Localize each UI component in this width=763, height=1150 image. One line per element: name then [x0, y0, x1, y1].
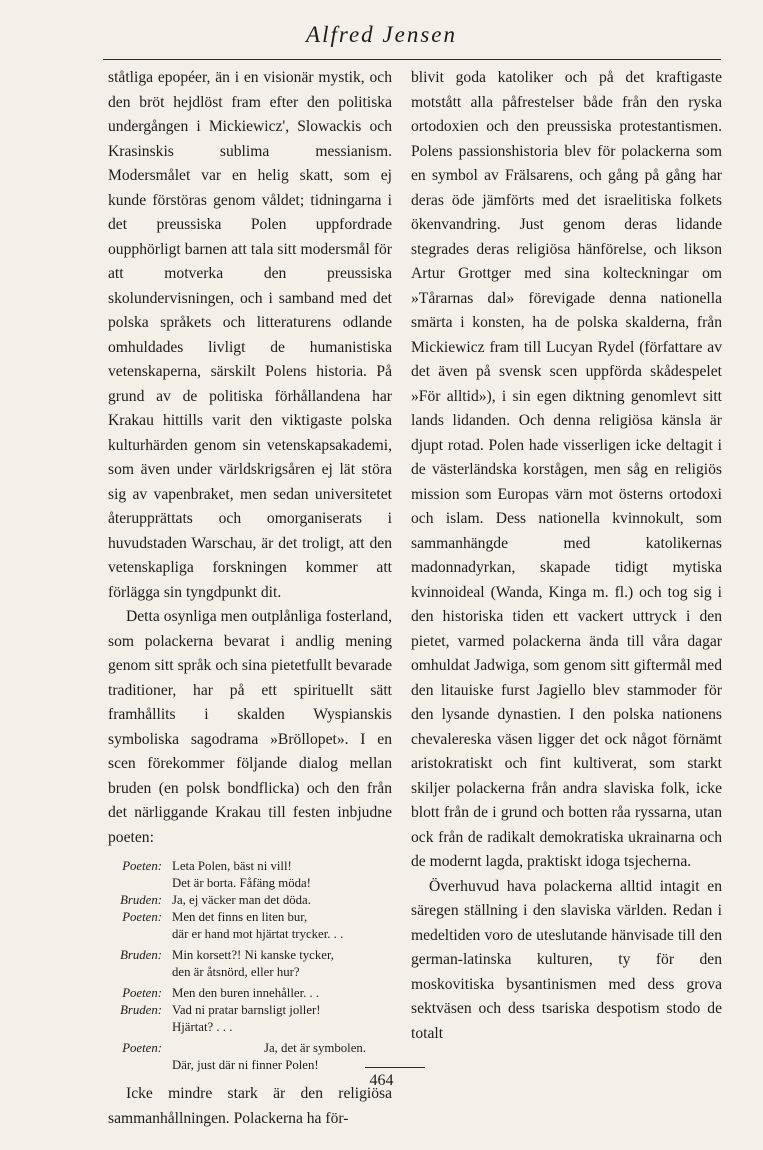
verse-speaker: Bruden:	[120, 893, 162, 907]
header-rule	[103, 59, 721, 60]
verse-line: Hjärtat? . . .	[172, 1020, 233, 1034]
verse-speaker: Poeten:	[122, 859, 162, 873]
verse-line: Men det finns en liten bur,	[172, 910, 308, 924]
verse-line: Leta Polen, bäst ni vill!	[172, 859, 292, 873]
verse-row	[108, 1040, 392, 1057]
verse-speaker	[108, 926, 172, 943]
running-title: Alfred Jensen	[306, 22, 457, 47]
verse-row	[108, 964, 392, 981]
verse-speaker: Bruden:	[120, 1003, 162, 1017]
verse-line: Ja, det är symbolen.	[264, 1041, 366, 1055]
verse-row	[108, 909, 392, 926]
right-column	[411, 66, 722, 1046]
verse-speaker	[108, 1019, 172, 1036]
verse-row	[108, 926, 392, 943]
dialogue-verse	[108, 858, 392, 1074]
verse-line: Men den buren innehåller. . .	[172, 986, 320, 1000]
verse-speaker: Poeten:	[122, 910, 162, 924]
verse-row	[108, 858, 392, 875]
right-paragraph-2: Överhuvud hava polackerna alltid intagit en säregen ställning i den slaviska världen. Redan i medeltiden voro de uteslutande hänvisade till den german-latinska kulturen, ty för den moskovitiska bysantinismen med dess grova sektväsen och dess tsariska despotism stodo de totalt	[411, 877, 722, 1042]
verse-speaker: Poeten:	[122, 1041, 162, 1055]
verse-line: den är åtsnörd, eller hur?	[172, 965, 300, 979]
left-paragraph-1: ståtliga epopéer, än i en visionär mystik, och den bröt hejdlöst fram efter den politiska undergången i Mickiewicz', Slowackis och Krasinskis sublima messianism. Modersmålet var en helig skatt, som ej kunde förstöras genom våldet; tidningarna i det preussiska Polen uppfordrade oupphörligt barnen att tala sitt modersmål för att motverka den preussiska skolundervisningen, och i samband med det polska språkets och litteraturens odlande omhuldades livligt de humanistiska vetenskaperna, särskilt Polens historia. På grund av de politiska förhållandena har Krakau hittills varit den viktigaste polska kulturhärden genom sin vetenskapsakademi, som även under världskrigsåren ej lät störa sig av vapenbraket, men sedan universitetet återupprättats och omorganiserats i huvudstaden Warschau, är det troligt, att den vetenskapliga forskningen kommer att förlägga sin tyngdpunkt dit.	[108, 69, 392, 601]
verse-row	[108, 892, 392, 909]
verse-row	[108, 875, 392, 892]
verse-speaker	[108, 875, 172, 892]
verse-line: Det är borta. Fåfäng möda!	[172, 876, 311, 890]
verse-line: Vad ni pratar barnsligt joller!	[172, 1003, 321, 1017]
verse-line: Ja, ej väcker man det döda.	[172, 893, 311, 907]
page-number: 464	[369, 1072, 394, 1089]
verse-line: Där, just där ni finner Polen!	[172, 1058, 319, 1072]
verse-row	[108, 947, 392, 964]
right-paragraph-1: blivit goda katoliker och på det kraftigaste motstått alla påfrestelser både från den ryska ortodoxien och den preussiska protestantismen. Polens passionshistoria blev för polackerna som en symbol av Frälsarens, och gång på gång har deras öde jämförts med det israelitiska folkets ökenvandring. Just genom deras lidande stegrades deras religiösa hänförelse, och likson Artur Grottger med sina kolteckningar om »Tårarnas dal» förevigade denna nationella smärta i konsten, ha de polska skalderna, från Mickiewicz fram till Lucyan Rydel (författare av det även på svensk scen uppförda skådespelet »För alltid»), i sin egen diktning genomlevt sitt lands lidanden. Och denna religiösa känsla är djupt rotad. Polen hade visserligen icke deltagit i de västerländska korstågen, men såg en religiös mission som Europas värn mot österns ortodoxi och islam. Dess nationella kvinnokult, som sammanhängde med katolikernas madonnadyrkan, skapade tidigt mytiska kvinnoideal (Wanda, Kinga m. fl.) och tog sig i den historiska tiden ett vackert uttryck i den pietet, varmed polackerna ända till våra dagar omhuldat Jadwiga, som genom sitt giftermål med den litauiske furst Jagiello blev stammoder för den lysande dynastien. I den polska nationens chevalereska väsen ligger det ock något förnämt aristokratiskt och fint kultiverat, som starkt skiljer polackerna från andra slaviska folk, icke blott från de i grund och botten råa ryssarna, utan ock från de radikalt demokratiska ukrainarna och de modernt lagda, praktiskt idoga tsjecherna.	[411, 69, 722, 870]
verse-line: där er hand mot hjärtat trycker. . .	[172, 927, 344, 941]
verse-row	[108, 1002, 392, 1019]
verse-row	[108, 1019, 392, 1036]
left-paragraph-3: Icke mindre stark är den religiösa sammanhållningen. Polackerna ha för-	[108, 1085, 392, 1127]
verse-speaker: Bruden:	[120, 948, 162, 962]
left-column	[108, 66, 392, 1131]
verse-row	[108, 985, 392, 1002]
verse-speaker: Poeten:	[122, 986, 162, 1000]
verse-speaker	[108, 964, 172, 981]
footer-rule	[365, 1067, 425, 1068]
verse-line: Min korsett?! Ni kanske tycker,	[172, 948, 334, 962]
left-paragraph-2: Detta osynliga men outplånliga fosterland, som polackerna bevarat i andlig mening genom sitt språk och sina pietetfullt bevarade traditioner, har på ett spirituellt sätt framhållits i skalden Wyspianskis symboliska sagodrama »Bröllopet». I en scen förekommer följande dialog mellan bruden (en polsk bondflicka) och den från det närliggande Krakau till festen inbjudne poeten:	[108, 608, 392, 846]
